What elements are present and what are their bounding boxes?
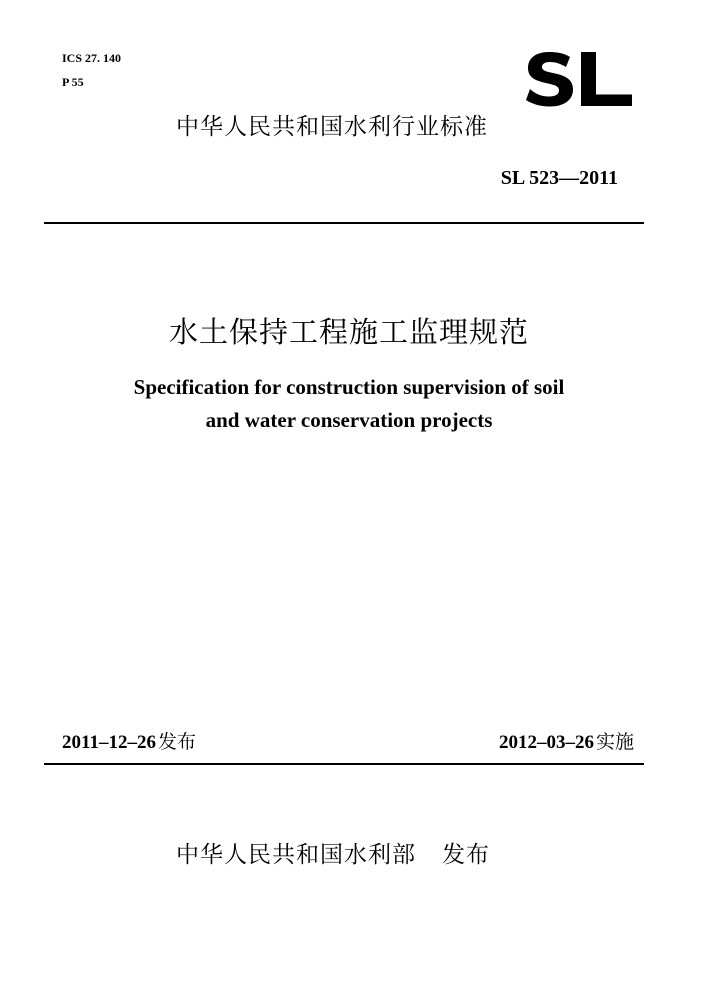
sl-logo	[526, 51, 632, 107]
publisher-line	[176, 840, 490, 870]
bottom-divider	[44, 763, 644, 765]
publisher-name: 中华人民共和国水利部	[176, 842, 416, 868]
title-english-line-1: Specification for construction supervision of soil	[133, 375, 565, 399]
issue-date-block	[62, 729, 196, 756]
title-chinese: 水土保持工程施工监理规范	[168, 315, 529, 349]
publisher-action: 发布	[442, 842, 490, 868]
standard-number: SL 523—2011	[500, 167, 618, 189]
classification-code: P 55	[62, 75, 84, 89]
effective-date-block	[499, 729, 634, 756]
standard-category: 中华人民共和国水利行业标准	[176, 114, 488, 140]
effective-date: 2012–03–26	[498, 732, 594, 753]
top-divider	[44, 222, 644, 224]
effective-label: 实施	[595, 731, 634, 753]
title-english-line-2: and water conservation projects	[205, 408, 493, 432]
ics-code: ICS 27. 140	[62, 51, 122, 65]
issue-label: 发布	[157, 731, 196, 753]
issue-date: 2011–12–26	[62, 732, 156, 753]
